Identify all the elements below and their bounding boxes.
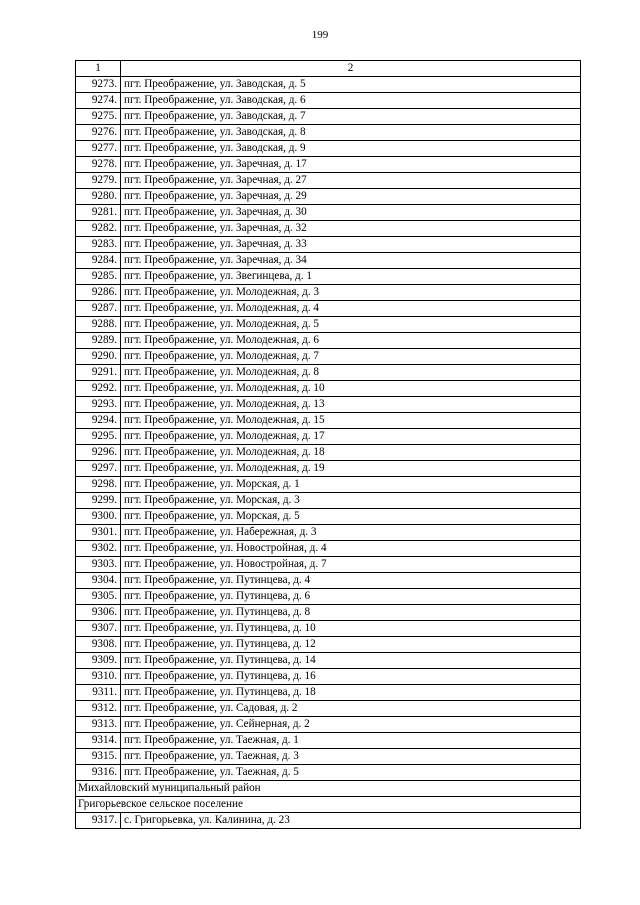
row-number: 9285. [76,269,121,285]
row-address: пгт. Преображение, ул. Заречная, д. 33 [121,237,581,253]
row-number: 9312. [76,701,121,717]
row-address: пгт. Преображение, ул. Молодежная, д. 15 [121,413,581,429]
row-number: 9277. [76,141,121,157]
table-row [76,621,581,637]
row-address: пгт. Преображение, ул. Путинцева, д. 4 [121,573,581,589]
row-number: 9297. [76,461,121,477]
row-number: 9281. [76,205,121,221]
section-title: Михайловский муниципальный район [76,781,581,797]
row-number: 9304. [76,573,121,589]
table-row [76,429,581,445]
row-address: пгт. Преображение, ул. Путинцева, д. 6 [121,589,581,605]
row-address: с. Григорьевка, ул. Калинина, д. 23 [121,813,581,829]
row-number: 9317. [76,813,121,829]
row-number: 9299. [76,493,121,509]
row-number: 9291. [76,365,121,381]
row-address: пгт. Преображение, ул. Путинцева, д. 14 [121,653,581,669]
row-number: 9302. [76,541,121,557]
table-row [76,205,581,221]
table-row [76,125,581,141]
row-address: пгт. Преображение, ул. Молодежная, д. 18 [121,445,581,461]
row-number: 9301. [76,525,121,541]
table-row [76,365,581,381]
row-number: 9303. [76,557,121,573]
row-address: пгт. Преображение, ул. Молодежная, д. 17 [121,429,581,445]
row-address: пгт. Преображение, ул. Путинцева, д. 10 [121,621,581,637]
table-row [76,333,581,349]
table-row [76,477,581,493]
row-address: пгт. Преображение, ул. Молодежная, д. 5 [121,317,581,333]
row-address: пгт. Преображение, ул. Заречная, д. 17 [121,157,581,173]
row-number: 9275. [76,109,121,125]
row-address: пгт. Преображение, ул. Заречная, д. 27 [121,173,581,189]
table-row [76,349,581,365]
table-row [76,573,581,589]
row-address: пгт. Преображение, ул. Заводская, д. 9 [121,141,581,157]
row-number: 9293. [76,397,121,413]
row-number: 9311. [76,685,121,701]
row-address: пгт. Преображение, ул. Новостройная, д. 7 [121,557,581,573]
table-row [76,109,581,125]
row-number: 9287. [76,301,121,317]
section-row [76,781,581,797]
column-header-address: 2 [121,61,581,77]
row-number: 9284. [76,253,121,269]
row-number: 9298. [76,477,121,493]
table-row [76,557,581,573]
row-address: пгт. Преображение, ул. Заводская, д. 7 [121,109,581,125]
row-address: пгт. Преображение, ул. Заводская, д. 6 [121,93,581,109]
table-row [76,493,581,509]
row-address: пгт. Преображение, ул. Путинцева, д. 12 [121,637,581,653]
row-address: пгт. Преображение, ул. Молодежная, д. 7 [121,349,581,365]
table-row [76,813,581,829]
row-address: пгт. Преображение, ул. Таежная, д. 5 [121,765,581,781]
row-address: пгт. Преображение, ул. Новостройная, д. 4 [121,541,581,557]
row-address: пгт. Преображение, ул. Заречная, д. 30 [121,205,581,221]
row-address: пгт. Преображение, ул. Набережная, д. 3 [121,525,581,541]
row-number: 9307. [76,621,121,637]
table-row [76,221,581,237]
table-row [76,317,581,333]
row-number: 9316. [76,765,121,781]
row-address: пгт. Преображение, ул. Морская, д. 1 [121,477,581,493]
table-row [76,237,581,253]
row-number: 9279. [76,173,121,189]
table-row [76,733,581,749]
column-header-number: 1 [76,61,121,77]
table-row [76,589,581,605]
row-number: 9286. [76,285,121,301]
table-row [76,157,581,173]
row-address: пгт. Преображение, ул. Заречная, д. 32 [121,221,581,237]
row-number: 9274. [76,93,121,109]
table-row [76,189,581,205]
row-number: 9296. [76,445,121,461]
table-row [76,269,581,285]
table-row [76,77,581,93]
row-address: пгт. Преображение, ул. Заречная, д. 29 [121,189,581,205]
table-row [76,669,581,685]
table-row [76,285,581,301]
table-row [76,141,581,157]
row-number: 9310. [76,669,121,685]
row-number: 9300. [76,509,121,525]
address-table [75,60,581,829]
row-number: 9295. [76,429,121,445]
table-row [76,413,581,429]
row-number: 9309. [76,653,121,669]
row-address: пгт. Преображение, ул. Заводская, д. 5 [121,77,581,93]
row-address: пгт. Преображение, ул. Молодежная, д. 19 [121,461,581,477]
row-number: 9289. [76,333,121,349]
row-address: пгт. Преображение, ул. Таежная, д. 1 [121,733,581,749]
table-row [76,685,581,701]
table-header-row [76,61,581,77]
table-row [76,605,581,621]
section-row [76,797,581,813]
row-address: пгт. Преображение, ул. Молодежная, д. 8 [121,365,581,381]
row-address: пгт. Преображение, ул. Таежная, д. 3 [121,749,581,765]
table-row [76,765,581,781]
row-number: 9288. [76,317,121,333]
table-row [76,253,581,269]
row-number: 9278. [76,157,121,173]
row-address: пгт. Преображение, ул. Заречная, д. 34 [121,253,581,269]
row-address: пгт. Преображение, ул. Молодежная, д. 3 [121,285,581,301]
table-row [76,525,581,541]
table-row [76,461,581,477]
row-number: 9305. [76,589,121,605]
row-address: пгт. Преображение, ул. Садовая, д. 2 [121,701,581,717]
row-address: пгт. Преображение, ул. Морская, д. 5 [121,509,581,525]
row-number: 9314. [76,733,121,749]
table-row [76,397,581,413]
row-number: 9276. [76,125,121,141]
table-row [76,637,581,653]
section-title: Григорьевское сельское поселение [76,797,581,813]
row-number: 9292. [76,381,121,397]
table-row [76,653,581,669]
row-number: 9308. [76,637,121,653]
row-number: 9306. [76,605,121,621]
row-address: пгт. Преображение, ул. Сейнерная, д. 2 [121,717,581,733]
table-row [76,541,581,557]
row-address: пгт. Преображение, ул. Молодежная, д. 6 [121,333,581,349]
table-row [76,717,581,733]
row-number: 9280. [76,189,121,205]
row-number: 9273. [76,77,121,93]
row-address: пгт. Преображение, ул. Путинцева, д. 8 [121,605,581,621]
row-address: пгт. Преображение, ул. Звегинцева, д. 1 [121,269,581,285]
table-row [76,173,581,189]
table-row [76,749,581,765]
table-row [76,701,581,717]
row-number: 9290. [76,349,121,365]
table-row [76,445,581,461]
row-address: пгт. Преображение, ул. Путинцева, д. 16 [121,669,581,685]
row-number: 9283. [76,237,121,253]
row-number: 9313. [76,717,121,733]
row-address: пгт. Преображение, ул. Молодежная, д. 13 [121,397,581,413]
row-number: 9282. [76,221,121,237]
row-address: пгт. Преображение, ул. Заводская, д. 8 [121,125,581,141]
row-address: пгт. Преображение, ул. Молодежная, д. 10 [121,381,581,397]
table-row [76,301,581,317]
row-address: пгт. Преображение, ул. Морская, д. 3 [121,493,581,509]
table-row [76,93,581,109]
page-number: 199 [311,29,329,41]
table-row [76,381,581,397]
row-address: пгт. Преображение, ул. Молодежная, д. 4 [121,301,581,317]
row-address: пгт. Преображение, ул. Путинцева, д. 18 [121,685,581,701]
row-number: 9294. [76,413,121,429]
row-number: 9315. [76,749,121,765]
table-row [76,509,581,525]
